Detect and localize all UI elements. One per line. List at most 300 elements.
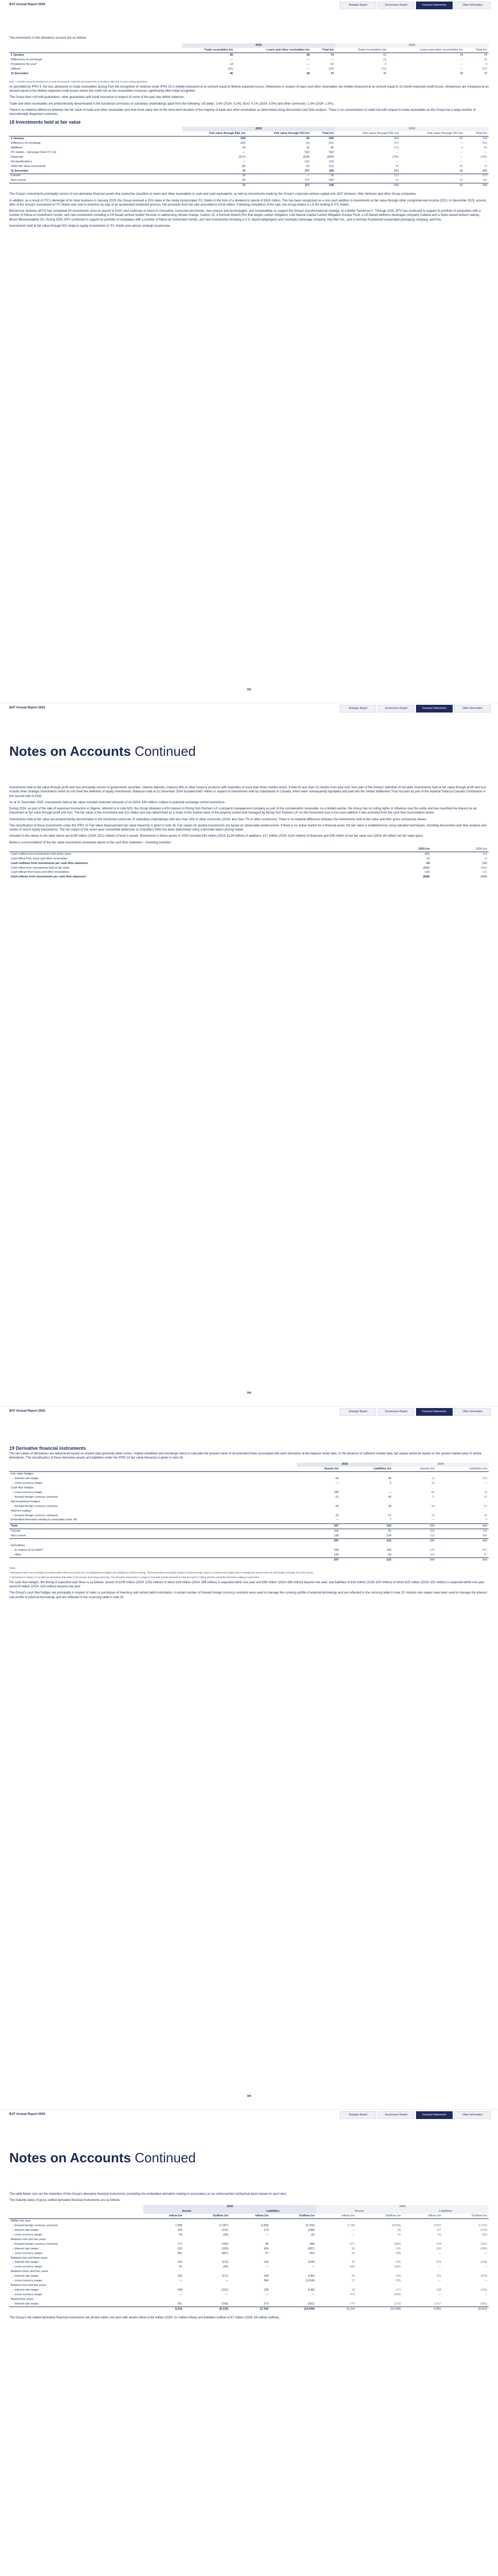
table-cell: 31: [484, 1495, 487, 1499]
table-cell: [436, 1509, 489, 1514]
paragraph: The fair values of derivatives are determined based on market data (primarily yield curves, implied volatilities and exchange rates) to calculate the present value of all estimated flows associated with each derivative at the balance sheet date. In the absence of sufficient market data, fair values would be based on the quoted market price of similar derivatives. The classification of these derivative assets and liabilities under the IFRS 13 fair value hierarchy is given in note 26.: [9, 1452, 482, 1460]
table-cell: [356, 2256, 402, 2261]
report-title: BAT Annual Report 2025: [9, 706, 45, 709]
row-label: Derivatives: [11, 1544, 25, 1547]
tab-strategic-report[interactable]: Strategic Report: [340, 2, 376, 9]
row-label: [9, 183, 182, 188]
table-cell: (101): [221, 2229, 228, 2232]
table-cell: [270, 2256, 316, 2261]
table-cell: 28: [460, 54, 463, 57]
row-label: Between four and five years: [11, 2284, 46, 2287]
table-row: [9, 67, 489, 72]
row-label: Difference on exchange: [11, 142, 41, 145]
table-cell: [316, 2297, 356, 2302]
table-cell: 584: [350, 2265, 355, 2269]
row-label: [9, 2307, 143, 2311]
table-cell: (13): [393, 146, 399, 149]
tab-other-information[interactable]: Other Information: [454, 1408, 491, 1416]
row-label: – cross-currency swaps: [12, 2293, 42, 2296]
table-cell: 16: [311, 174, 335, 178]
table-cell: (318): [303, 155, 310, 159]
table-cell: 138: [436, 2289, 441, 2292]
table-cell: 28: [306, 54, 310, 57]
table-cell: (29): [482, 861, 487, 865]
table-row: [9, 2224, 489, 2228]
table-cell: (8): [397, 2229, 401, 2232]
table-row: [9, 62, 489, 67]
row-label: – interest rate swaps: [12, 2229, 39, 2232]
table-row: [9, 53, 489, 58]
table-cell: 424: [436, 1557, 489, 1562]
table-cell: [443, 2238, 489, 2242]
table-cell: [436, 1544, 489, 1548]
table-row: [9, 1524, 489, 1529]
table-row: [9, 137, 489, 141]
table-cell: 138: [263, 2275, 269, 2278]
table-cell: [436, 1486, 489, 1490]
table-cell: 357: [482, 1548, 487, 1552]
table-row: [9, 1472, 489, 1477]
row-label: Provided in the year*: [11, 62, 38, 66]
table-cell: 6,590: [261, 2224, 269, 2228]
page-title: [9, 743, 196, 759]
table-cell: [143, 2256, 184, 2261]
paragraph: The Group's net settled derivative financial instruments are all due within one year with assets inflow of £8 million (2024: £1 million inflow) and liabilities outflow of £7 million (2024: £8 million outflow).: [9, 2316, 280, 2319]
table-cell: (865): [394, 2242, 401, 2246]
row-label: Between three and four years: [11, 2270, 48, 2274]
table-cell: [316, 2238, 356, 2242]
table-cell: [184, 2238, 229, 2242]
table-cell: (40): [393, 142, 399, 145]
table-cell: —: [307, 62, 310, 66]
table-row: [9, 164, 489, 169]
table-cell: 473: [350, 2293, 355, 2296]
table-cell: 57: [265, 2251, 269, 2255]
table-cell: 266: [482, 1534, 487, 1538]
table-row: [9, 1518, 489, 1523]
col-header: Liabilities £m: [340, 1467, 393, 1471]
table-cell: 65: [459, 179, 463, 182]
paragraph: Investments held at fair value are predominantly denominated in the functional currencies of subsidiary undertakings with less than 16% in other currencies (2024: less than 7% in other currencies). There is no material difference between the investments held at fair value and their gross contractual values.: [9, 818, 427, 821]
table-cell: 18: [352, 2261, 355, 2264]
row-label: Cash outflow from investments held at fair value: [11, 852, 72, 856]
table-cell: 28: [460, 72, 463, 75]
table-cell: 296: [393, 1557, 436, 1562]
table-cell: —: [396, 150, 399, 154]
table-cell: 100: [177, 2229, 182, 2232]
table-row: [9, 2261, 489, 2265]
allowance-intro: The movements in the allowance account are as follows:: [9, 37, 87, 40]
table-cell: 18: [352, 2247, 355, 2250]
col-header: Outflow £m: [443, 2214, 489, 2218]
table-cell: (857): [308, 2247, 315, 2250]
table-cell: (256): [480, 2247, 487, 2250]
page-body: [9, 1443, 489, 2089]
table-cell: 18: [388, 1504, 391, 1508]
table-row: [9, 871, 489, 875]
table-cell: (1): [306, 142, 310, 145]
table-cell: 834: [263, 2247, 269, 2250]
table-cell: (835): [423, 866, 430, 870]
row-label: Cash inflow from investments held at fair value: [11, 866, 70, 870]
table-cell: (46): [223, 2265, 228, 2269]
page-number: 304: [246, 1392, 252, 1395]
footnote: * Derivatives which are not hedge accounted under IFRS 9 and which are not designated as hedges are classified as held-for-trading. These derivatives principally consist of forward foreign currency contracts and swaps used to manage the interest rate risk and foreign exchange risk of the Group.: [9, 1571, 314, 1574]
table-row: [9, 1490, 489, 1495]
table-cell: (11): [305, 160, 310, 163]
table-cell: (3): [484, 58, 487, 61]
col-header: Assets £m: [297, 1467, 340, 1471]
report-title: BAT Annual Report 2025: [9, 2113, 45, 2116]
table-cell: 120: [177, 2247, 182, 2250]
table-cell: 64: [335, 1477, 339, 1481]
table-cell: (202): [480, 2242, 487, 2246]
col-header: Fair value through OCI £m: [247, 131, 311, 136]
table-cell: (6,703): [305, 2224, 315, 2228]
table-cell: 877: [350, 2242, 355, 2246]
table-cell: 28: [306, 72, 310, 75]
tab-financial-statements[interactable]: Financial Statements: [416, 705, 453, 713]
table-cell: 594: [394, 169, 399, 173]
table-cell: [297, 1500, 340, 1504]
year-2024: 2024: [335, 127, 489, 131]
table-cell: 158: [436, 1529, 489, 1534]
row-label: – forward foreign currency contracts: [12, 2242, 58, 2246]
table-cell: 67: [484, 1553, 487, 1556]
table-cell: [297, 1472, 340, 1477]
table-cell: 18: [352, 2275, 355, 2278]
row-label: Cash inflow from loans and other receivables: [11, 857, 68, 860]
table-cell: 54: [426, 861, 430, 865]
table-cell: 594: [335, 183, 400, 188]
table-row: [9, 1500, 489, 1504]
allowance-footnote: Note: * Includes amounts provided as a result of increased credit risk associated with receivables within the Group's trading operations.: [9, 80, 148, 83]
table-row: [9, 2269, 489, 2274]
table-cell: (7,067): [219, 2224, 228, 2228]
table-cell: [143, 2283, 184, 2288]
table-cell: (299): [480, 875, 487, 879]
col-header: Inflow £m: [403, 2214, 443, 2218]
paragraph: The classification of these investments under the IFRS 13 Fair Value Measurement fair value hierarchy is given in note 26. Fair values for quoted investments are based on observable market prices. If there is no active market for a financial asset, the fair value is established by using valuation techniques, including discounted cash flow analysis and review of recent equity transactions. The fair values of the seven-year convertible debenture to Charlotte's Web has been determined using a binomial option pricing model.: [9, 824, 487, 832]
tab-governance-report[interactable]: Governance Report: [378, 2, 414, 9]
table-cell: 594: [240, 137, 246, 141]
table-cell: (331): [308, 2302, 315, 2306]
table-cell: 513: [464, 174, 489, 178]
table-cell: 581: [177, 2251, 182, 2255]
table-cell: —: [438, 2279, 441, 2283]
table-cell: [340, 1486, 393, 1490]
table-cell: (286): [392, 155, 399, 159]
section-nav: [340, 1408, 491, 1416]
year-2024: 2024: [393, 1463, 489, 1467]
subgroup-assets: Assets: [316, 2209, 402, 2214]
col-header: Total £m: [311, 48, 336, 53]
row-label: – cross-currency swaps: [12, 1482, 42, 1485]
table-cell: 652: [394, 137, 399, 141]
table-cell: 40: [330, 146, 334, 149]
table-cell: [143, 2219, 184, 2224]
table-row: [9, 2242, 489, 2247]
paragraph: Included in the values in the table above are £336 million (2024: £212 million) of level 3 assets. Movements in these assets in 2025 included £40 million (2024: £126 million) of additions, £17 million (2024: £114 million) of disposals and £38 million of net fair value loss (2024: £6 million net fair value gain).: [9, 835, 424, 838]
row-label: [9, 1557, 297, 1562]
table-row: [9, 174, 489, 178]
page-body: [9, 36, 489, 682]
year-2025: 2025: [143, 2205, 316, 2210]
table-cell: (12,606): [270, 2307, 316, 2311]
table-cell: 771: [177, 2242, 182, 2246]
table-cell: —: [438, 2251, 441, 2255]
row-label: – interest rate swaps: [12, 2261, 39, 2264]
tab-financial-statements[interactable]: Financial Statements: [416, 2111, 453, 2119]
row-label: – forward foreign currency contracts: [12, 1514, 58, 1517]
tab-other-information[interactable]: Other Information: [454, 2111, 491, 2119]
table-cell: [393, 1509, 436, 1514]
table-cell: 73: [484, 72, 487, 75]
table-row: [9, 1481, 489, 1486]
tab-other-information[interactable]: Other Information: [454, 2, 491, 9]
table-cell: [443, 2219, 489, 2224]
table-cell: (6): [459, 164, 463, 168]
table-cell: —: [225, 2293, 228, 2296]
tab-financial-statements[interactable]: Financial Statements: [416, 2, 453, 9]
table-cell: (17): [395, 2289, 401, 2292]
row-label: Non-current: [11, 1534, 26, 1538]
paragraph: Trade and other receivables are predominantly denominated in the functional currencies of subsidiary undertakings apart from the following: US dollar: 2.6% (2024: 3.2%), Euro: 4.1% (2024: 3.5%) and other currencies: 1.0% (2024: 1.0%).: [9, 102, 335, 106]
row-label: – cross-currency swaps: [12, 2279, 42, 2283]
table-cell: 215: [340, 1539, 393, 1544]
table-cell: (139): [308, 2261, 315, 2264]
table-cell: 270: [482, 1477, 487, 1481]
table-cell: 279: [263, 2302, 269, 2306]
table-cell: [393, 1544, 436, 1548]
row-label: Between two and three years: [11, 2256, 48, 2260]
col-header: Outflow £m: [270, 2214, 316, 2218]
table-cell: 108: [177, 2289, 182, 2292]
table-cell: —: [460, 67, 463, 71]
row-label: Cash inflows from loans and other receivables: [11, 871, 69, 874]
table-cell: [403, 2297, 443, 2302]
table-cell: [184, 2283, 229, 2288]
table-cell: (293): [221, 2302, 228, 2306]
table-cell: [403, 2269, 443, 2274]
table-cell: —: [484, 2251, 487, 2255]
tab-strategic-report[interactable]: Strategic Report: [340, 705, 376, 713]
tab-governance-report[interactable]: Governance Report: [378, 2111, 414, 2119]
row-label: – cross-currency swaps: [12, 1490, 42, 1494]
table-cell: —: [225, 2279, 228, 2283]
table-cell: (517): [239, 155, 246, 159]
paragraph: Btomorrow Ventures (BTV) has completed 59 investments since its launch in 2020, and continues to invest in innovative, consumer-led brands, new science and technologies, and sustainability, to support the Group's transformational strategy, its A Better Tomorrow™. Through 2025, BTV has continued to support its portfolio of companies with a number of follow-on investment rounds, and new investments including a UK based venture builder focused on addressing climate change, Carbon 13, a German biotech firm that targets carbon mitigation, Ciel Natural Capital Carbon Mitigation Europe Fund, a US-based wellness beverages company Cabana and a Swiss based biotech startup, Bloom Biorenewables SA. During 2025, BTV continued to support its portfolio of companies with a number of follow-on investment rounds, and new investments including a U.S.-based adaptogens and nootropics beverage company, Hey Mim Inc., and a German AI-powered sustainable packaging company, anaTree.: [9, 210, 481, 222]
table-cell: [316, 2283, 356, 2288]
col-header: Trade receivables £m: [182, 48, 235, 53]
table-cell: 135: [334, 1534, 339, 1538]
table-row: [9, 1529, 489, 1534]
tab-governance-report[interactable]: Governance Report: [378, 1408, 414, 1416]
table-row: [9, 160, 489, 164]
table-cell: 8,952: [434, 2224, 441, 2228]
page-number: 303: [246, 688, 252, 691]
table-cell: (98): [309, 2242, 315, 2246]
table-cell: [297, 1509, 340, 1514]
table-cell: 199: [436, 2242, 441, 2246]
row-label: Total: [9, 1524, 297, 1529]
year-2024: 2024: [335, 43, 489, 48]
table-cell: 186: [393, 1529, 436, 1534]
table-cell: (9,129): [184, 2307, 229, 2311]
table-cell: (20): [240, 142, 246, 145]
table-cell: [270, 2269, 316, 2274]
derivatives-table: [9, 1463, 489, 1563]
table-cell: 124: [386, 1534, 391, 1538]
col-header: Outflow £m: [184, 2214, 229, 2218]
table-row: [9, 2233, 489, 2238]
table-cell: (1,018): [305, 2279, 315, 2283]
table-cell: [316, 2219, 356, 2224]
paragraph: The Group does not hold guarantees, other guarantees and credit insurance in respect of some of the past due debtor balances.: [9, 96, 185, 99]
table-cell: (21): [328, 142, 334, 145]
table-cell: (11,045): [356, 2307, 402, 2311]
table-cell: 82: [388, 1477, 391, 1481]
table-cell: 291: [177, 2302, 182, 2306]
table-cell: —: [484, 150, 487, 154]
page-title: [9, 2150, 196, 2166]
table-cell: 120: [177, 2261, 182, 2264]
col-header: Loans and other receivables £m: [235, 48, 311, 53]
table-cell: (62): [309, 2251, 315, 2255]
table-cell: 95: [265, 2242, 269, 2246]
table-cell: 16: [182, 174, 247, 178]
tab-governance-report[interactable]: Governance Report: [378, 705, 414, 713]
table-cell: 116: [436, 2275, 441, 2278]
table-cell: —: [311, 2265, 315, 2269]
row-label: Held-for-trading*: [11, 1509, 32, 1513]
table-cell: 9: [485, 1518, 487, 1522]
table-cell: 63: [179, 2233, 182, 2236]
table-cell: —: [330, 58, 334, 61]
table-cell: [340, 1472, 393, 1477]
row-label: 1 January: [11, 137, 24, 141]
table-cell: [340, 1500, 393, 1504]
tab-strategic-report[interactable]: Strategic Report: [340, 2111, 376, 2119]
table-cell: [340, 1509, 393, 1514]
row-label: 31 December: [11, 169, 29, 173]
table-cell: 126: [263, 2261, 269, 2264]
table-cell: 8: [385, 62, 387, 66]
table-cell: 297: [297, 1539, 340, 1544]
report-title: BAT Annual Report 2025: [9, 1410, 45, 1413]
table-cell: (156): [480, 2289, 487, 2292]
table-cell: (12): [328, 67, 334, 71]
page-body: [9, 786, 489, 1385]
note-18-heading: 18 Investments held at fair value: [9, 120, 81, 125]
table-row: [9, 857, 489, 861]
table-cell: 61: [335, 1495, 339, 1499]
table-cell: 659: [482, 169, 487, 173]
table-cell: 424: [436, 1539, 489, 1544]
table-cell: (13): [424, 871, 430, 874]
table-cell: [356, 2269, 402, 2274]
table-cell: (9,510): [443, 2307, 489, 2311]
table-cell: —: [247, 174, 311, 178]
table-cell: [403, 2219, 443, 2224]
table-cell: —: [484, 1482, 487, 1485]
table-cell: (112): [222, 2261, 228, 2264]
table-cell: 13: [330, 62, 334, 66]
col-header: Total £m: [311, 131, 335, 136]
col-header: Total £m: [464, 131, 489, 136]
table-cell: 5: [389, 1482, 391, 1485]
table-cell: 57: [388, 1514, 391, 1517]
row-label: Beyond five years: [11, 2297, 34, 2301]
table-cell: —: [460, 160, 463, 163]
table-cell: [270, 2219, 316, 2224]
table-cell: —: [460, 150, 463, 154]
paragraph: In addition, as a result of ITC's demerger of its hotel business in January 2025, the Group received a 15% stake in the newly incorporated ITC Hotels in the form of a dividend in specie of £533 million. This has been recognised as a non-cash addition in investments at fair value through other comprehensive income (OCI). In December 2025, around 88% of the Group's investment in ITC Hotels was sold to investors by way of an accelerated bookbuild process. Net proceeds from the sale amounted to £318 million. Following completion of the sale, the Group retains a c.6.3% holding in ITC Hotels.: [9, 199, 486, 207]
table-cell: 719: [482, 137, 487, 141]
table-cell: [143, 2297, 184, 2302]
col-header: 2024 £m: [431, 847, 489, 852]
table-cell: 73: [330, 54, 334, 57]
table-cell: (40): [482, 142, 487, 145]
table-cell: [230, 2238, 270, 2242]
tab-financial-statements[interactable]: Financial Statements: [416, 1408, 453, 1416]
col-header: Inflow £m: [230, 2214, 270, 2218]
table-cell: 297: [297, 1557, 340, 1562]
table-row: [9, 169, 489, 174]
tab-strategic-report[interactable]: Strategic Report: [340, 1408, 376, 1416]
table-cell: [316, 2256, 356, 2261]
table-cell: 229: [436, 2261, 441, 2264]
table-cell: —: [242, 160, 246, 163]
row-label: 31 December: [11, 72, 29, 75]
table-cell: 27: [352, 2279, 355, 2283]
table-cell: —: [460, 58, 463, 61]
tab-other-information[interactable]: Other Information: [454, 705, 491, 713]
table-cell: 13: [229, 62, 233, 66]
table-cell: 174: [263, 2229, 269, 2232]
table-cell: 349: [329, 169, 334, 173]
table-cell: 120: [177, 2275, 182, 2278]
paragraph: The Group's cash flow hedges are principally in respect of sales or purchases of inventory and certain debt instruments. A certain number of forward foreign currency contracts were used to manage the currency profile of external borrowings and are reflected in the currency table in note 23. Interest rate swaps have been used to manage the interest rate profile of external borrowings and are reflected in the re-pricing table in note 23.: [9, 1591, 487, 1599]
table-cell: (101): [221, 2289, 228, 2292]
table-cell: —: [230, 58, 233, 61]
table-cell: [297, 1544, 340, 1548]
table-cell: 72: [182, 183, 247, 188]
year-2025: 2025: [297, 1463, 393, 1467]
col-header: Loans and other receivables £m: [388, 48, 465, 53]
table-cell: [230, 2269, 270, 2274]
row-label: Utilised: [11, 67, 21, 71]
col-header: Inflow £m: [143, 2214, 184, 2218]
row-label: Fair value hedges: [11, 1472, 34, 1476]
table-cell: 43: [388, 1495, 391, 1499]
table-cell: [443, 2256, 489, 2261]
page-header: [0, 2110, 498, 2120]
note-19-heading: 19 Derivative financial instruments: [9, 1446, 86, 1451]
table-cell: 106: [334, 1490, 339, 1494]
row-label: ITC Hotels – demerger from ITC Ltd: [11, 150, 56, 154]
table-row: [9, 183, 489, 188]
row-label: – interest rate swaps: [12, 2275, 39, 2278]
table-cell: 12,326: [230, 2307, 270, 2311]
table-cell: (39): [482, 2233, 487, 2236]
row-label: – forward foreign currency contracts: [12, 1504, 58, 1508]
table-cell: 9,618: [143, 2307, 184, 2311]
table-row: [9, 2265, 489, 2270]
paragraph: Investments held at fair value through profit and loss principally consist of government securities, interest deposits, treasury bills or other treasury products with maturities of more than three months which, if held for less than 12 months from year end, form part of the Group's definition of net debt. Investments held at fair value through profit and loss include other strategic investments which do not meet the definition of equity investments. Balances held at 31 December 2024 included £497 million in respect of investments held by subsidiaries in Canada, which were subsequently liquidated and paid into the Global Settlement Trust Account as part of the Imperial Tobacco Canada Contribution in the second half of 2025.: [9, 786, 486, 798]
row-label: Between one and two years: [11, 2238, 46, 2241]
table-cell: —: [401, 174, 464, 178]
